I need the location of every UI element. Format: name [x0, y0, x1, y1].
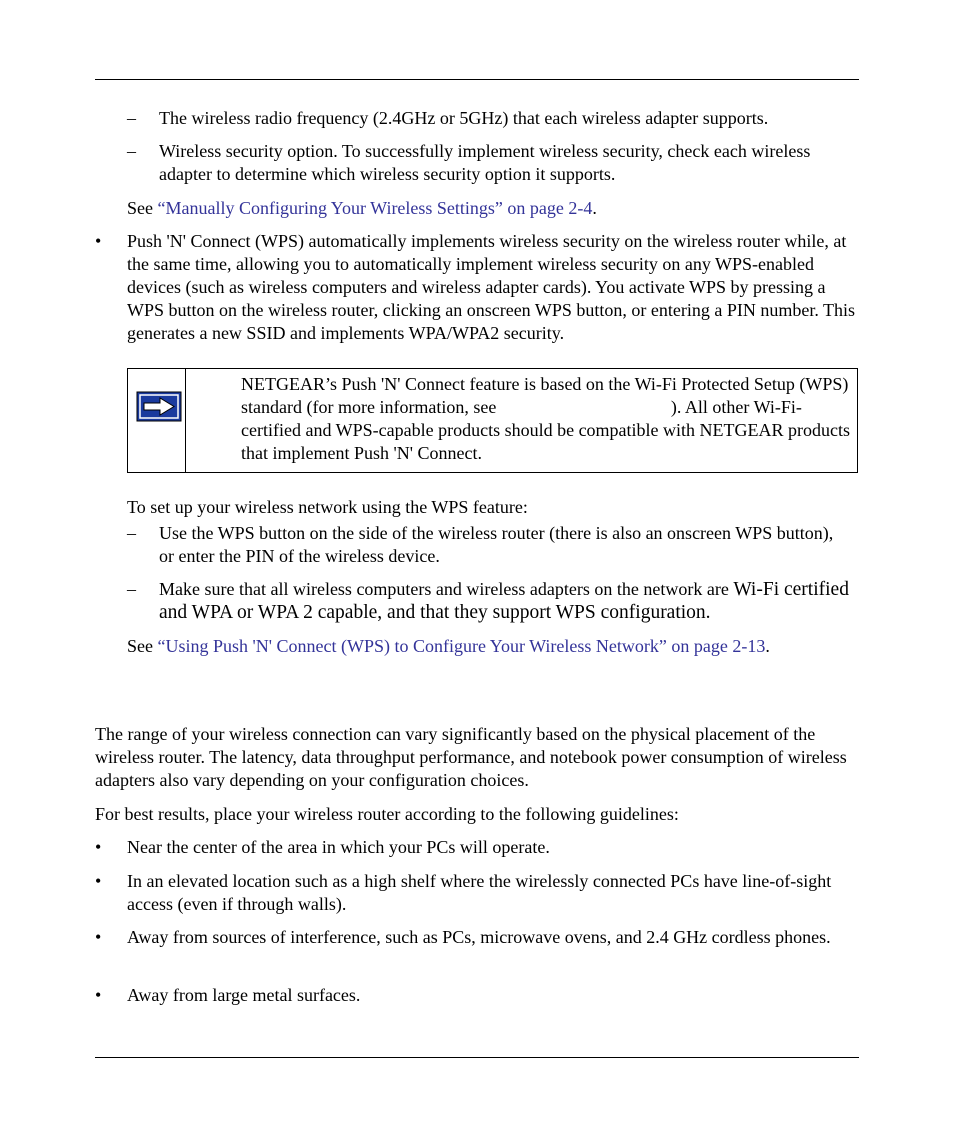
see-suffix: . — [592, 198, 597, 218]
header-rule — [95, 79, 859, 80]
see-reference-2 — [127, 635, 857, 658]
paragraph-range: The range of your wireless connection can vary significantly based on the physical placement of the wireless router. The latency, data throughput performance, and notebook power consumption of wireless adapters also vary depending on your configuration choices. — [95, 724, 847, 790]
bullet-marker: • — [95, 927, 102, 947]
bullet-marker: • — [95, 231, 102, 251]
guideline-item: In an elevated location such as a high shelf where the wirelessly connected PCs have line-of-sight access (even if through walls). — [127, 871, 832, 914]
wps-config-link[interactable]: “Using Push 'N' Connect (WPS) to Configure Your Wireless Network” on page 2-13 — [157, 636, 766, 656]
see-suffix: . — [765, 636, 770, 656]
sub-bullet-frequency: The wireless radio frequency (2.4GHz or 5GHz) that each wireless adapter supports. — [159, 108, 769, 128]
bullet-marker: • — [95, 985, 102, 1005]
bullet-marker: • — [95, 837, 102, 857]
see-prefix: See — [127, 636, 158, 656]
sub-bullet-wifi-certified: Make sure that all wireless computers and wireless adapters on the network are Wi-Fi certified and WPA or WPA 2 capable, and that they support WPS configuration. — [159, 579, 849, 623]
note-divider — [185, 369, 186, 472]
bullet-wps: Push 'N' Connect (WPS) automatically implements wireless security on the wireless router while, at the same time, allowing you to automatically implement wireless security on any WPS-enabled devices (such as wireless computers and wireless adapter cards). You activate WPS by pressing a WPS button on the wireless router, clicking an onscreen WPS button, or entering a PIN number. This generates a new SSID and implements WPA/WPA2 security. — [127, 231, 855, 343]
sub-bullet-security: Wireless security option. To successfully implement wireless security, check each wireless adapter to determine which wireless security option it supports. — [159, 141, 811, 184]
footer-rule — [95, 1057, 859, 1058]
dash-marker: – — [127, 141, 136, 161]
see-reference-1 — [127, 197, 857, 220]
paragraph-best-results: For best results, place your wireless router according to the following guidelines: — [95, 804, 679, 824]
bullet-marker: • — [95, 871, 102, 891]
guideline-item: Away from sources of interference, such as PCs, microwave ovens, and 2.4 GHz cordless phones. — [127, 927, 831, 947]
guideline-item: Away from large metal surfaces. — [127, 985, 361, 1005]
dash-marker: – — [127, 523, 136, 543]
see-prefix: See — [127, 198, 158, 218]
sub-bullet-wps-button: Use the WPS button on the side of the wireless router (there is also an onscreen WPS button), or enter the PIN of the wireless device. — [159, 523, 834, 566]
note-box — [127, 368, 858, 473]
right-arrow-note-icon — [136, 391, 182, 422]
dash-marker: – — [127, 579, 136, 599]
wps-setup-intro: To set up your wireless network using the WPS feature: — [127, 497, 528, 517]
dash-marker: – — [127, 108, 136, 128]
manual-config-link[interactable]: “Manually Configuring Your Wireless Settings” on page 2-4 — [157, 198, 593, 218]
note-text: NETGEAR’s Push 'N' Connect feature is based on the Wi-Fi Protected Setup (WPS) standard (for more information, see ). All other Wi-Fi-certified and WPS-capable products should be compatible with NETGEAR products that implement Push 'N' Connect. — [241, 374, 851, 463]
guideline-item: Near the center of the area in which your PCs will operate. — [127, 837, 550, 857]
